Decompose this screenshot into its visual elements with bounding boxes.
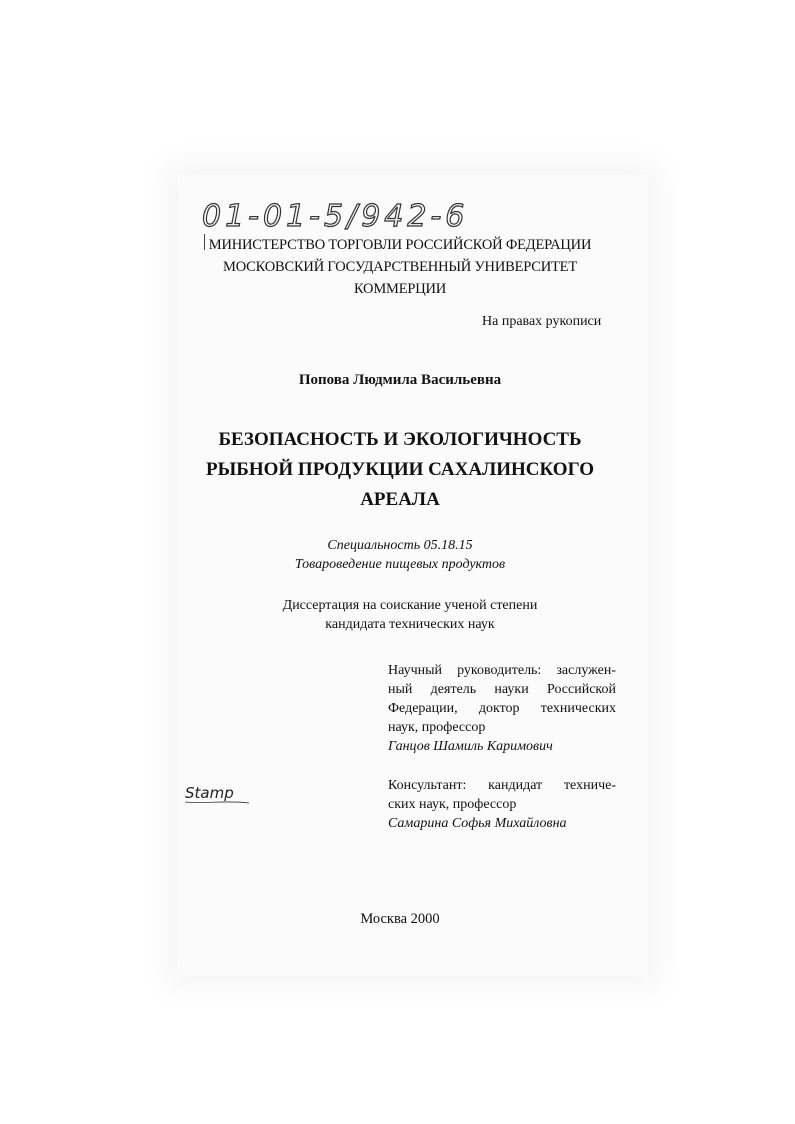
signature-text: Stamp: [185, 784, 234, 802]
dissertation-title: [180, 425, 620, 515]
city-year: Москва 2000: [360, 911, 440, 927]
degree-line-2: кандидата технических наук: [325, 617, 495, 632]
consultant-block: [388, 776, 616, 833]
supervisor-line-3: Федерации, доктор технических: [388, 701, 616, 716]
university-line: МОСКОВСКИЙ ГОСУДАРСТВЕННЫЙ УНИВЕРСИТЕТ КОММЕРЦИИ: [223, 259, 577, 297]
supervisor-line-2: ный деятель науки Российской: [388, 682, 616, 697]
ministry-header: [180, 234, 620, 300]
supervisor-block: [388, 661, 616, 756]
ministry-line-1: МИНИСТЕРСТВО ТОРГОВЛИ РОССИЙСКОЙ ФЕДЕРАЦИИ: [208, 237, 592, 253]
consultant-line-2: ских наук, профессор: [388, 797, 517, 812]
supervisor-name: Ганцов Шамиль Каримович: [388, 739, 553, 754]
supervisor-line-1: Научный руководитель: заслужен-: [388, 663, 616, 678]
handwritten-archive-code: [198, 188, 578, 240]
degree-line-1: Диссертация на соискание ученой степени: [282, 598, 538, 613]
consultant-line-1: Консультант: кандидат техниче-: [388, 778, 616, 793]
consultant-name: Самарина Софья Михайловна: [388, 816, 567, 831]
specialty-code: Специальность 05.18.15: [327, 538, 473, 553]
specialty-name: Товароведение пищевых продуктов: [294, 557, 506, 572]
author-name: Попова Людмила Васильевна: [298, 372, 502, 388]
title-line-3: АРЕАЛА: [360, 489, 440, 510]
handwritten-signature: [183, 778, 253, 806]
title-line-2: РЫБНОЙ ПРОДУКЦИИ САХАЛИНСКОГО: [206, 459, 594, 480]
title-line-1: БЕЗОПАСНОСТЬ И ЭКОЛОГИЧНОСТЬ: [218, 429, 582, 450]
specialty-block: [200, 536, 600, 574]
archive-code-text: 01-01-5/942-6: [202, 199, 469, 234]
supervisor-line-4: наук, профессор: [388, 720, 486, 735]
manuscript-rights-note: На правах рукописи: [482, 314, 602, 329]
degree-statement: [200, 596, 620, 634]
